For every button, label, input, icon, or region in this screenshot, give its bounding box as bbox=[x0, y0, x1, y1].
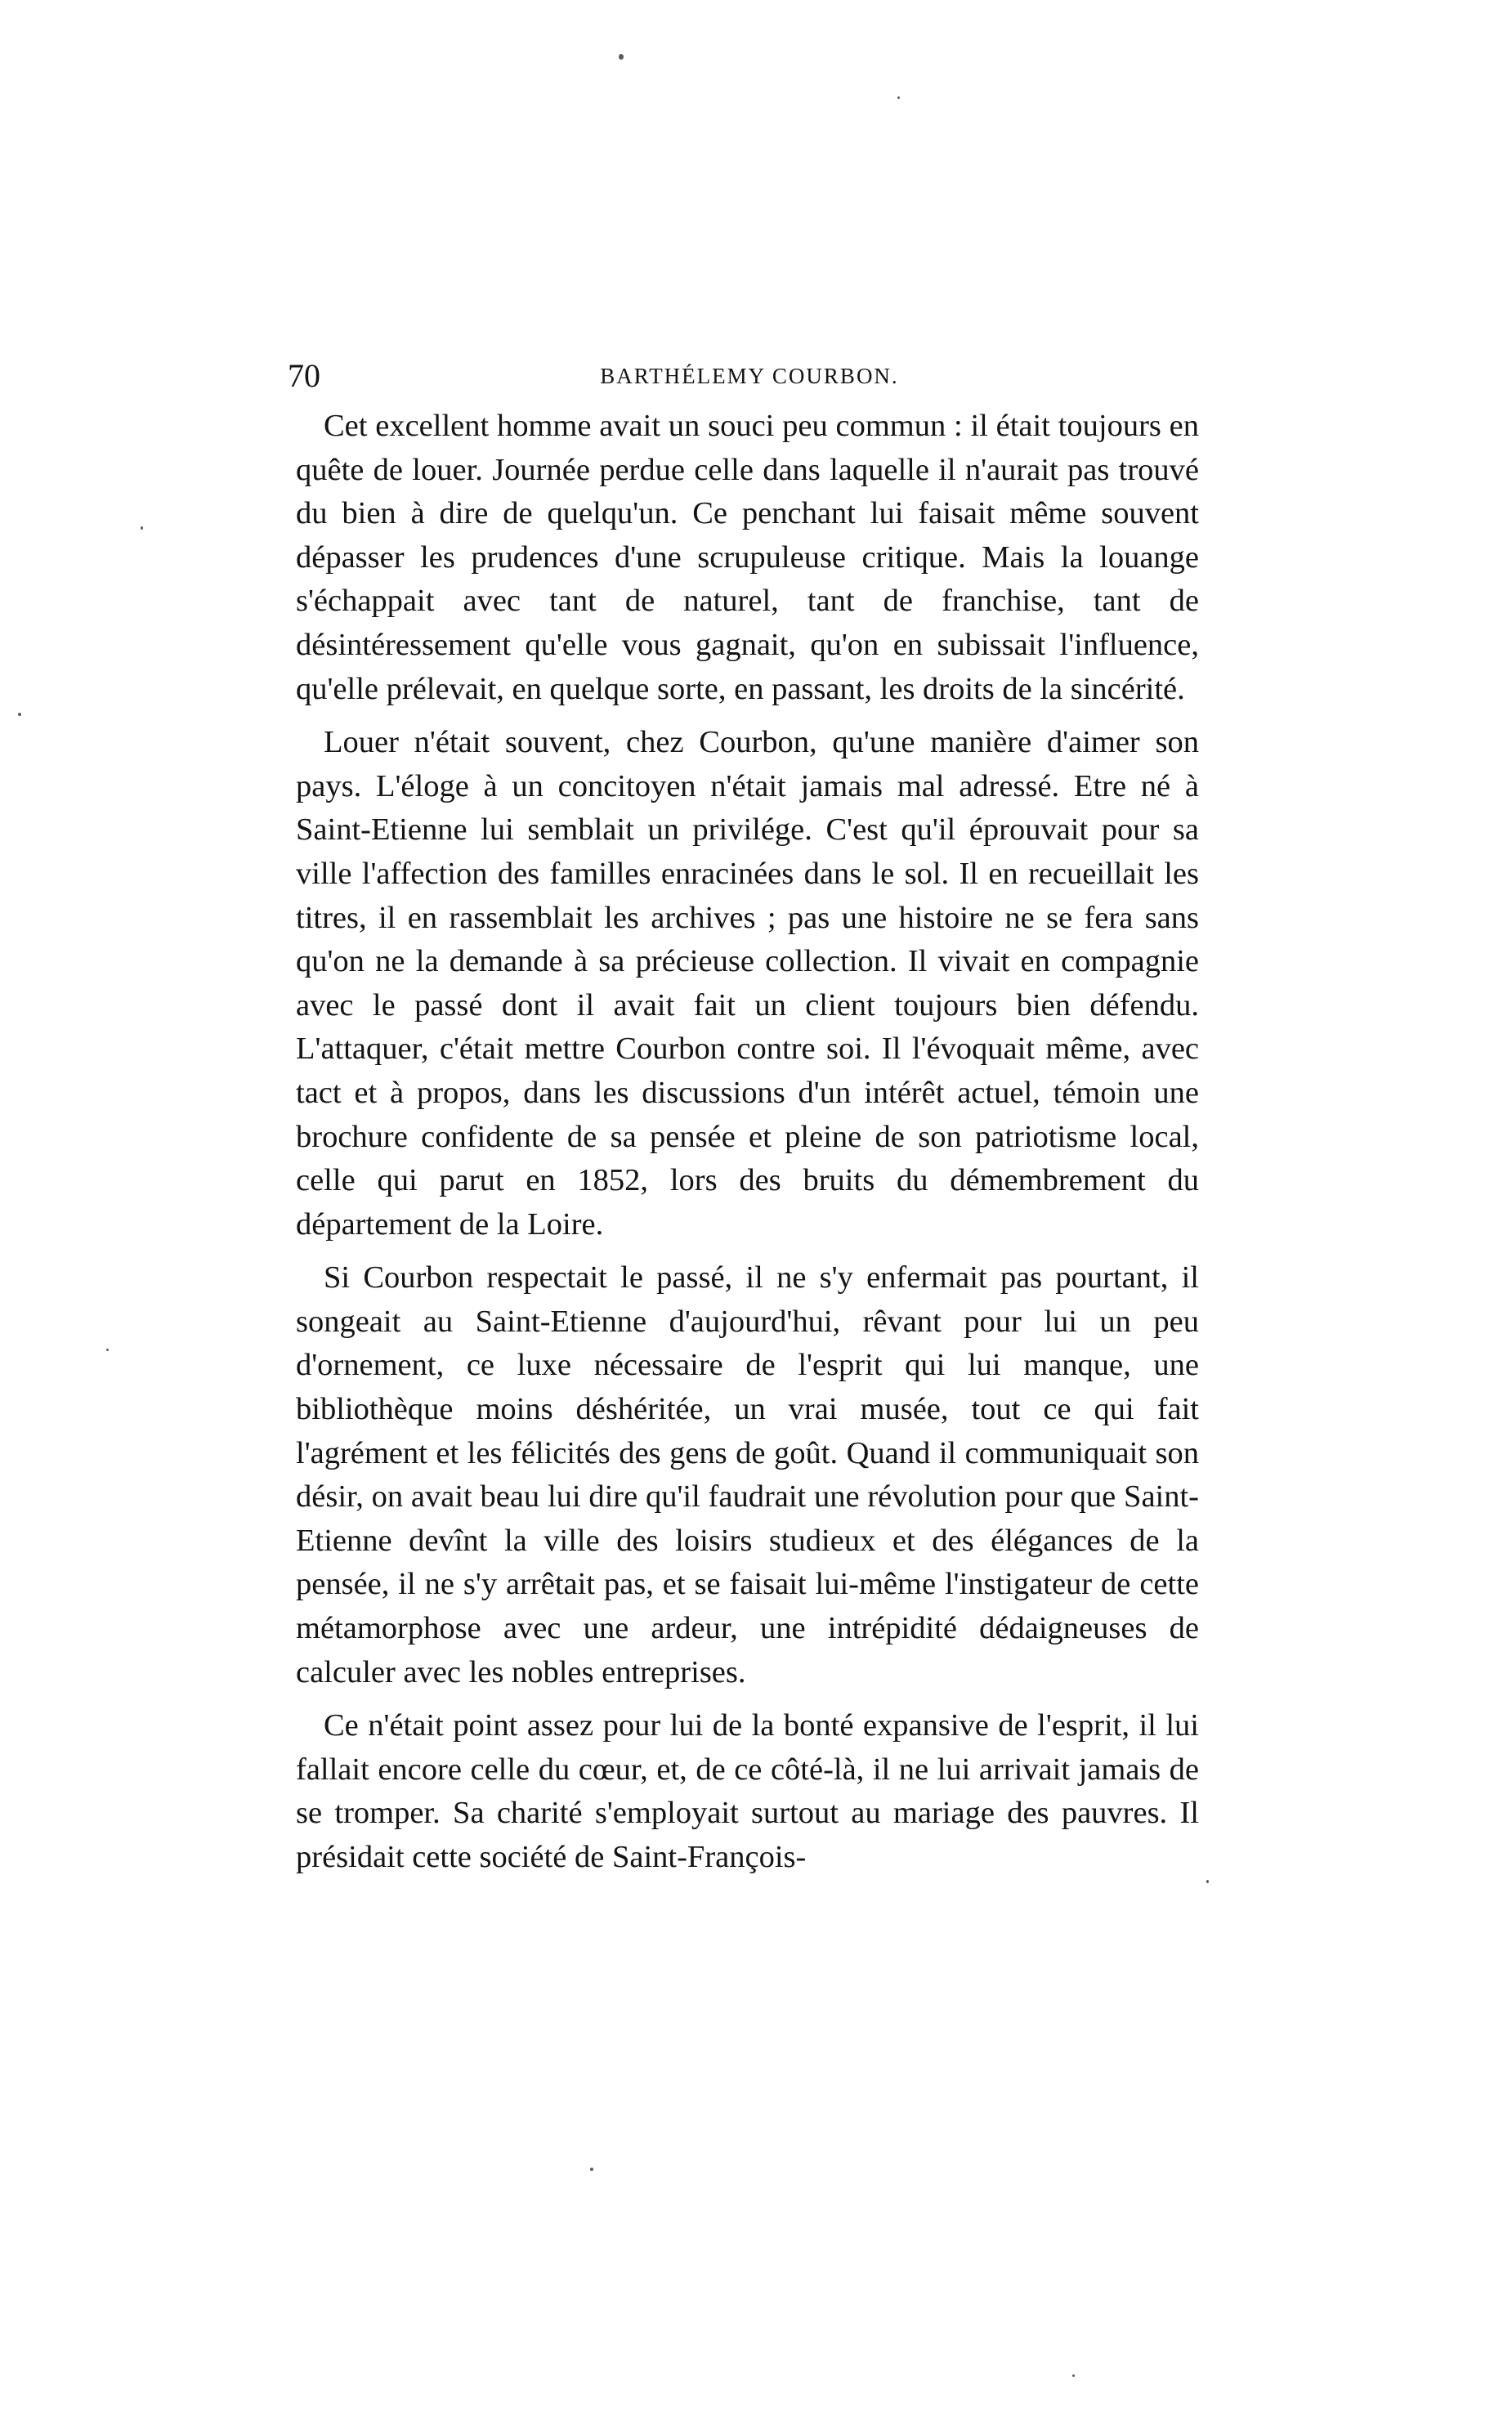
scan-speck bbox=[18, 713, 21, 716]
body-text bbox=[296, 405, 1199, 1880]
paragraph: Cet excellent homme avait un souci peu commun : il était toujours en quête de louer. Journée perdue celle dans laquelle il n'aurait pas trouvé du bien à dire de quelqu'un. Ce penchant lui faisait même souvent dépasser les prudences d'une scrupuleuse critique. Mais la louange s'échappait avec tant de naturel, tant de franchise, tant de désintéressement qu'elle vous gagnait, qu'on en subissait l'influence, qu'elle prélevait, en quelque sorte, en passant, les droits de la sincérité. bbox=[296, 409, 1199, 706]
running-title: BARTHÉLEMY COURBON. bbox=[600, 364, 899, 388]
scan-speck bbox=[619, 54, 624, 60]
scan-speck bbox=[106, 1349, 109, 1351]
scan-speck bbox=[141, 526, 143, 530]
paragraph: Louer n'était souvent, chez Courbon, qu'une manière d'aimer son pays. L'éloge à un concitoyen n'était jamais mal adressé. Etre né à Saint-Etienne lui semblait un privilége. C'est qu'il éprouvait pour sa ville l'affection des familles enracinées dans le sol. Il en recueillait les titres, il en rassemblait les archives ; pas une histoire ne se fera sans qu'on ne la demande à sa précieuse collection. Il vivait en compagnie avec le passé dont il avait fait un client toujours bien défendu. L'attaquer, c'était mettre Courbon contre soi. Il l'évoquait même, avec tact et à propos, dans les discussions d'un intérêt actuel, témoin une brochure confidente de sa pensée et pleine de son patriotisme local, celle qui parut en 1852, lors des bruits du démembrement du département de la Loire. bbox=[296, 725, 1199, 1242]
paragraph: Si Courbon respectait le passé, il ne s'y enfermait pas pourtant, il songeait au Saint-Etienne d'aujourd'hui, rêvant pour lui un peu d'ornement, ce luxe nécessaire de l'esprit qui lui manque, une bibliothèque moins déshéritée, un vrai musée, tout ce qui fait l'agrément et les félicités des gens de goût. Quand il communiquait son désir, on avait beau lui dire qu'il faudrait une révolution pour que Saint-Etienne devînt la ville des loisirs studieux et des élégances de la pensée, il ne s'y arrêtait pas, et se faisait lui-même l'instigateur de cette métamorphose avec une ardeur, une intrépidité dédaigneuses de calculer avec les nobles entreprises. bbox=[296, 1260, 1199, 1689]
page-number: 70 bbox=[288, 357, 320, 394]
scan-speck bbox=[1206, 1880, 1209, 1883]
scan-speck bbox=[897, 96, 900, 99]
scan-speck bbox=[590, 2168, 593, 2171]
paragraph: Ce n'était point assez pour lui de la bonté expansive de l'esprit, il lui fallait encore celle du cœur, et, de ce côté-là, il ne lui arrivait jamais de se tromper. Sa charité s'employait surtout au mariage des pauvres. Il présidait cette société de Saint-François- bbox=[296, 1708, 1199, 1874]
scan-speck bbox=[1072, 2374, 1075, 2377]
page-header bbox=[288, 356, 1211, 396]
